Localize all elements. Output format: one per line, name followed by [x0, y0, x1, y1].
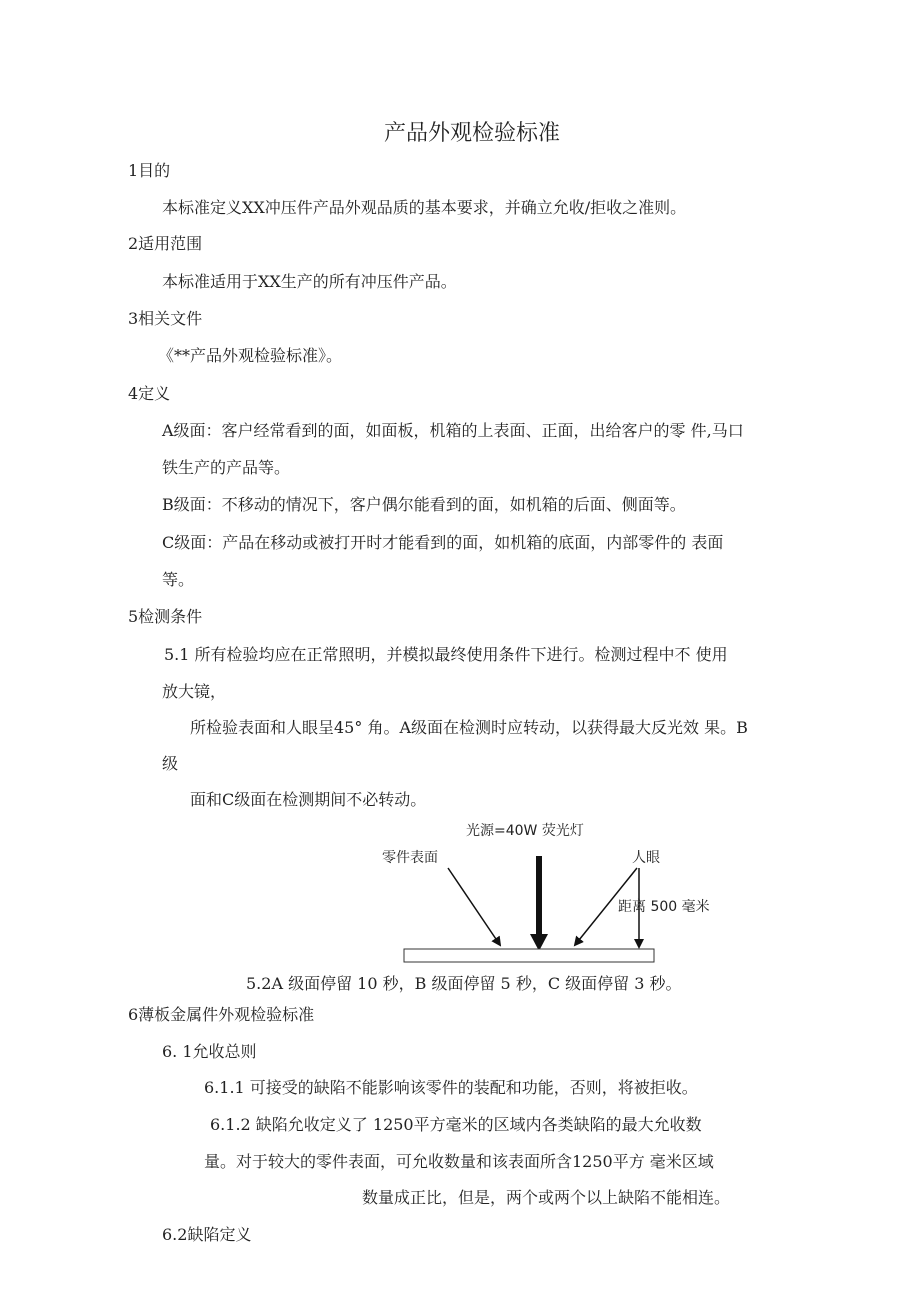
definition-a-line-1: A级面：客户经常看到的面，如面板，机箱的上表面、正面，出给客户的零 件,马口 [162, 421, 744, 440]
section-3-heading: 3相关文件 [128, 309, 203, 328]
section-6-1-heading: 6. 1允收总则 [162, 1042, 257, 1061]
section-5-1-line-2: 放大镜， [162, 682, 227, 701]
section-1-heading: 1目的 [128, 161, 171, 180]
definition-c-line-1: C级面：产品在移动或被打开时才能看到的面，如机箱的底面，内部零件的 表面 [162, 533, 724, 552]
definition-c-line-2: 等。 [162, 570, 195, 589]
distance-label: 距离 500 毫米 [618, 899, 710, 915]
surface-arrow [448, 868, 500, 945]
section-6-1-2-line-3: 数量成正比，但是，两个或两个以上缺陷不能相连。 [362, 1188, 731, 1207]
eye-label: 人眼 [632, 850, 660, 866]
section-2-heading: 2适用范围 [128, 234, 203, 253]
section-5-1-line-3: 所检验表面和人眼呈45° 角。A级面在检测时应转动，以获得最大反光效 果。B [190, 718, 748, 737]
section-6-heading: 6薄板金属件外观检验标准 [128, 1005, 315, 1024]
section-4-heading: 4定义 [128, 384, 171, 403]
section-6-2-heading: 6.2缺陷定义 [162, 1225, 252, 1244]
part-surface-label: 零件表面 [382, 850, 438, 866]
section-5-2-text: 5.2A 级面停留 10 秒，B 级面停留 5 秒，C 级面停留 3 秒。 [246, 974, 682, 993]
light-source-label: 光源=40W 荧光灯 [466, 823, 584, 839]
definition-a-line-2: 铁生产的产品等。 [162, 458, 291, 477]
section-5-1-line-4: 级 [162, 754, 179, 773]
page-title: 产品外观检验标准 [384, 121, 561, 146]
section-5-1-line-5: 面和C级面在检测期间不必转动。 [190, 790, 427, 809]
light-beam-arrowhead [530, 934, 548, 951]
section-6-1-2-line-2: 量。对于较大的零件表面，可允收数量和该表面所含1250平方 毫米区域 [204, 1152, 714, 1171]
light-beam-shaft [536, 856, 542, 936]
definition-b-line-1: B级面：不移动的情况下，客户偶尔能看到的面，如机箱的后面、侧面等。 [162, 495, 686, 514]
section-6-1-2-line-1: 6.1.2 缺陷允收定义了 1250平方毫米的区域内各类缺陷的最大允收数 [210, 1115, 702, 1134]
inspection-diagram [370, 818, 730, 970]
section-1-text: 本标准定义XX冲压件产品外观品质的基本要求，并确立允收/拒收之准则。 [162, 198, 687, 217]
part-surface-plate [404, 949, 654, 962]
section-5-1-line-1: 5.1 所有检验均应在正常照明，并模拟最终使用条件下进行。检测过程中不 使用 [164, 645, 728, 664]
section-6-1-1-text: 6.1.1 可接受的缺陷不能影响该零件的装配和功能，否则，将被拒收。 [204, 1078, 698, 1097]
section-3-text: 《**产品外观检验标准》。 [158, 346, 343, 365]
section-2-text: 本标准适用于XX生产的所有冲压件产品。 [162, 272, 457, 291]
section-5-heading: 5检测条件 [128, 607, 203, 626]
